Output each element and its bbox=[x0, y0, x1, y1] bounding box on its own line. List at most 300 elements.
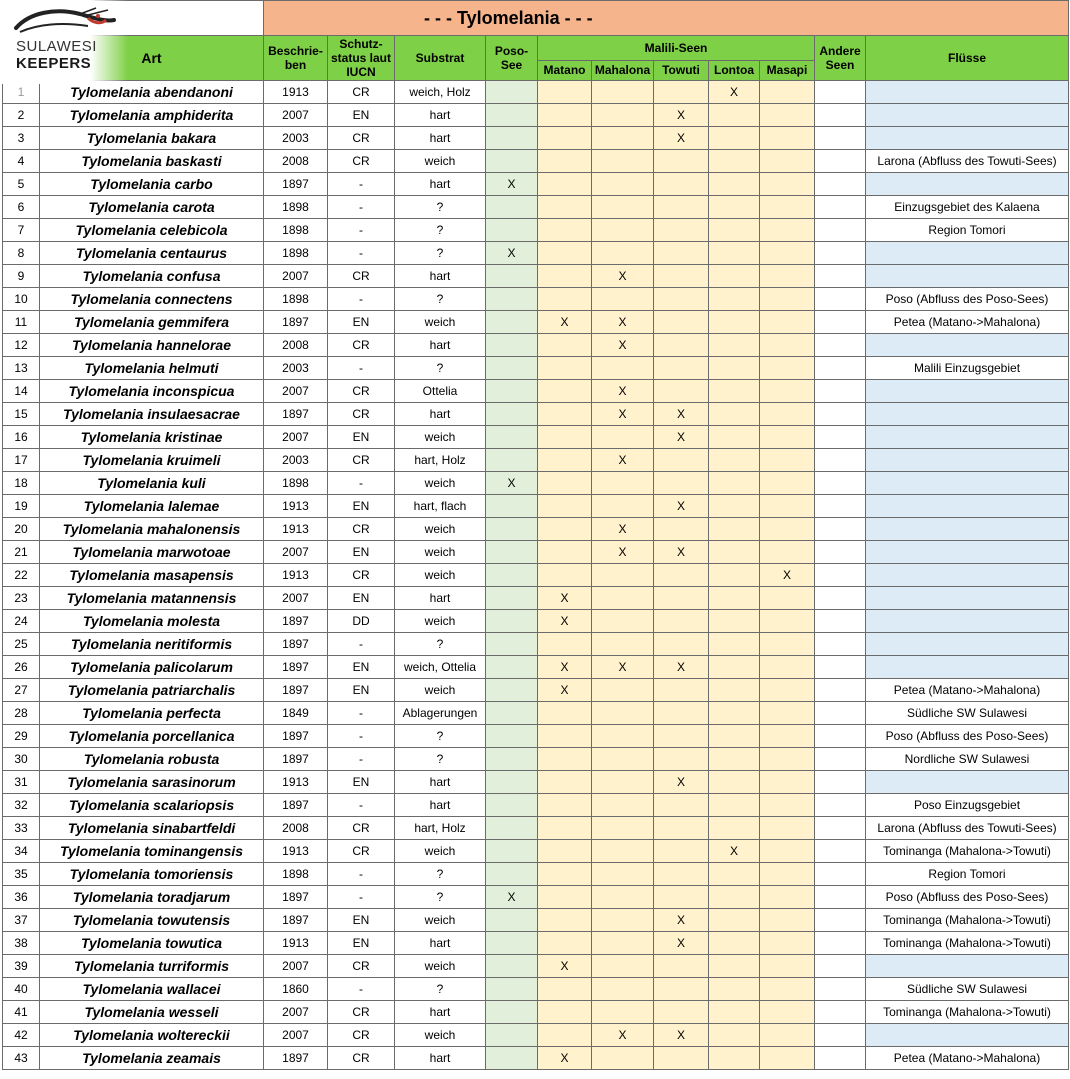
masapi-mark bbox=[760, 449, 815, 472]
mahalona-mark bbox=[592, 840, 654, 863]
row-number: 8 bbox=[3, 242, 40, 265]
matano-mark bbox=[538, 725, 592, 748]
other-lakes-mark bbox=[815, 840, 866, 863]
poso-lake-mark bbox=[486, 265, 538, 288]
sulawesi-keepers-logo bbox=[2, 0, 128, 84]
river-cell: Poso (Abfluss des Poso-Sees) bbox=[866, 288, 1069, 311]
other-lakes-mark bbox=[815, 127, 866, 150]
towuti-mark: X bbox=[654, 656, 709, 679]
year-described: 1898 bbox=[264, 196, 328, 219]
mahalona-mark bbox=[592, 495, 654, 518]
lontoa-mark bbox=[709, 679, 760, 702]
other-lakes-mark bbox=[815, 587, 866, 610]
river-cell bbox=[866, 495, 1069, 518]
river-cell: Region Tomori bbox=[866, 863, 1069, 886]
iucn-status: CR bbox=[328, 518, 395, 541]
year-described: 1897 bbox=[264, 656, 328, 679]
matano-mark bbox=[538, 909, 592, 932]
river-cell: Region Tomori bbox=[866, 219, 1069, 242]
iucn-status: - bbox=[328, 196, 395, 219]
iucn-status: CR bbox=[328, 265, 395, 288]
year-described: 2007 bbox=[264, 380, 328, 403]
other-lakes-mark bbox=[815, 725, 866, 748]
row-number: 6 bbox=[3, 196, 40, 219]
river-cell bbox=[866, 518, 1069, 541]
species-name: Tylomelania celebicola bbox=[40, 219, 264, 242]
matano-mark bbox=[538, 127, 592, 150]
species-name: Tylomelania kuli bbox=[40, 472, 264, 495]
mahalona-mark bbox=[592, 610, 654, 633]
row-number: 34 bbox=[3, 840, 40, 863]
table-row bbox=[3, 725, 1069, 748]
lontoa-mark bbox=[709, 334, 760, 357]
row-number: 27 bbox=[3, 679, 40, 702]
year-described: 2007 bbox=[264, 541, 328, 564]
other-lakes-mark bbox=[815, 150, 866, 173]
species-name: Tylomelania sinabartfeldi bbox=[40, 817, 264, 840]
other-lakes-mark bbox=[815, 449, 866, 472]
masapi-mark bbox=[760, 610, 815, 633]
poso-lake-mark bbox=[486, 196, 538, 219]
towuti-mark: X bbox=[654, 771, 709, 794]
iucn-status: CR bbox=[328, 449, 395, 472]
row-number: 33 bbox=[3, 817, 40, 840]
row-number: 20 bbox=[3, 518, 40, 541]
matano-mark bbox=[538, 357, 592, 380]
iucn-status: EN bbox=[328, 771, 395, 794]
row-number: 9 bbox=[3, 265, 40, 288]
table-row bbox=[3, 817, 1069, 840]
substrate: weich bbox=[395, 840, 486, 863]
river-cell bbox=[866, 81, 1069, 104]
poso-lake-mark bbox=[486, 518, 538, 541]
species-name: Tylomelania mahalonensis bbox=[40, 518, 264, 541]
lontoa-mark bbox=[709, 817, 760, 840]
poso-lake-mark bbox=[486, 150, 538, 173]
towuti-mark bbox=[654, 978, 709, 1001]
row-number: 5 bbox=[3, 173, 40, 196]
river-cell bbox=[866, 173, 1069, 196]
mahalona-mark bbox=[592, 357, 654, 380]
iucn-status: CR bbox=[328, 817, 395, 840]
table-row bbox=[3, 472, 1069, 495]
other-lakes-mark bbox=[815, 748, 866, 771]
masapi-mark bbox=[760, 1001, 815, 1024]
poso-lake-mark: X bbox=[486, 472, 538, 495]
masapi-mark bbox=[760, 955, 815, 978]
year-described: 1897 bbox=[264, 610, 328, 633]
substrate: hart bbox=[395, 1001, 486, 1024]
species-sheet bbox=[2, 0, 1068, 1070]
masapi-mark bbox=[760, 104, 815, 127]
iucn-status: EN bbox=[328, 541, 395, 564]
year-described: 2007 bbox=[264, 265, 328, 288]
lontoa-mark bbox=[709, 863, 760, 886]
substrate: ? bbox=[395, 357, 486, 380]
poso-lake-mark bbox=[486, 564, 538, 587]
iucn-status: - bbox=[328, 173, 395, 196]
table-row bbox=[3, 81, 1069, 104]
mahalona-mark bbox=[592, 288, 654, 311]
masapi-mark bbox=[760, 1024, 815, 1047]
towuti-mark bbox=[654, 357, 709, 380]
mahalona-mark bbox=[592, 955, 654, 978]
masapi-mark bbox=[760, 81, 815, 104]
year-described: 2008 bbox=[264, 334, 328, 357]
poso-lake-mark bbox=[486, 334, 538, 357]
river-cell: Südliche SW Sulawesi bbox=[866, 702, 1069, 725]
row-number: 1 bbox=[3, 81, 40, 104]
towuti-mark bbox=[654, 564, 709, 587]
towuti-mark bbox=[654, 1001, 709, 1024]
other-lakes-mark bbox=[815, 541, 866, 564]
iucn-status: CR bbox=[328, 840, 395, 863]
table-row bbox=[3, 196, 1069, 219]
towuti-mark bbox=[654, 633, 709, 656]
iucn-status: - bbox=[328, 702, 395, 725]
substrate: weich bbox=[395, 909, 486, 932]
table-row bbox=[3, 748, 1069, 771]
row-number: 19 bbox=[3, 495, 40, 518]
other-lakes-mark bbox=[815, 426, 866, 449]
mahalona-mark: X bbox=[592, 656, 654, 679]
river-cell: Tominanga (Mahalona->Towuti) bbox=[866, 932, 1069, 955]
other-lakes-mark bbox=[815, 1047, 866, 1070]
table-row bbox=[3, 311, 1069, 334]
river-cell bbox=[866, 1024, 1069, 1047]
lontoa-mark bbox=[709, 495, 760, 518]
row-number: 12 bbox=[3, 334, 40, 357]
iucn-status: - bbox=[328, 633, 395, 656]
other-lakes-mark bbox=[815, 265, 866, 288]
mahalona-mark bbox=[592, 909, 654, 932]
table-row bbox=[3, 656, 1069, 679]
mahalona-mark: X bbox=[592, 541, 654, 564]
species-name: Tylomelania scalariopsis bbox=[40, 794, 264, 817]
fluesse-column-header: Flüsse bbox=[866, 36, 1069, 81]
species-name: Tylomelania insulaesacrae bbox=[40, 403, 264, 426]
poso-lake-mark bbox=[486, 794, 538, 817]
towuti-mark bbox=[654, 311, 709, 334]
iucn-status: - bbox=[328, 357, 395, 380]
lontoa-mark bbox=[709, 127, 760, 150]
mahalona-mark bbox=[592, 173, 654, 196]
row-number: 35 bbox=[3, 863, 40, 886]
row-number: 29 bbox=[3, 725, 40, 748]
matano-mark bbox=[538, 794, 592, 817]
towuti-mark: X bbox=[654, 403, 709, 426]
logo-text-line1: SULAWESI bbox=[16, 38, 97, 55]
poso-lake-mark bbox=[486, 587, 538, 610]
poso-lake-mark bbox=[486, 840, 538, 863]
iucn-status: EN bbox=[328, 679, 395, 702]
towuti-mark bbox=[654, 242, 709, 265]
other-lakes-mark bbox=[815, 173, 866, 196]
matano-mark bbox=[538, 702, 592, 725]
table-row bbox=[3, 449, 1069, 472]
matano-mark bbox=[538, 380, 592, 403]
mahalona-mark bbox=[592, 150, 654, 173]
poso-lake-mark bbox=[486, 403, 538, 426]
species-name: Tylomelania hannelorae bbox=[40, 334, 264, 357]
matano-mark bbox=[538, 541, 592, 564]
other-lakes-mark bbox=[815, 909, 866, 932]
iucn-status: CR bbox=[328, 1047, 395, 1070]
lontoa-mark bbox=[709, 150, 760, 173]
iucn-status: CR bbox=[328, 127, 395, 150]
species-name: Tylomelania kruimeli bbox=[40, 449, 264, 472]
towuti-mark: X bbox=[654, 1024, 709, 1047]
masapi-mark bbox=[760, 334, 815, 357]
substrate: weich bbox=[395, 955, 486, 978]
year-described: 1898 bbox=[264, 288, 328, 311]
mahalona-mark bbox=[592, 196, 654, 219]
species-name: Tylomelania matannensis bbox=[40, 587, 264, 610]
substrate: hart bbox=[395, 403, 486, 426]
river-cell bbox=[866, 334, 1069, 357]
species-name: Tylomelania towutica bbox=[40, 932, 264, 955]
towuti-mark bbox=[654, 472, 709, 495]
lontoa-mark bbox=[709, 1024, 760, 1047]
poso-lake-mark bbox=[486, 127, 538, 150]
species-name: Tylomelania neritiformis bbox=[40, 633, 264, 656]
row-number: 14 bbox=[3, 380, 40, 403]
species-name: Tylomelania woltereckii bbox=[40, 1024, 264, 1047]
row-number: 2 bbox=[3, 104, 40, 127]
year-described: 2007 bbox=[264, 1024, 328, 1047]
table-row bbox=[3, 564, 1069, 587]
year-described: 1897 bbox=[264, 886, 328, 909]
other-lakes-mark bbox=[815, 794, 866, 817]
substrate: hart bbox=[395, 587, 486, 610]
substrate: hart bbox=[395, 173, 486, 196]
mahalona-mark: X bbox=[592, 265, 654, 288]
year-described: 2008 bbox=[264, 817, 328, 840]
matano-mark bbox=[538, 978, 592, 1001]
iucn-status: DD bbox=[328, 610, 395, 633]
table-row bbox=[3, 886, 1069, 909]
substrate: hart bbox=[395, 127, 486, 150]
matano-mark bbox=[538, 449, 592, 472]
lontoa-mark bbox=[709, 357, 760, 380]
lontoa-mark bbox=[709, 265, 760, 288]
species-name: Tylomelania gemmifera bbox=[40, 311, 264, 334]
masapi-mark bbox=[760, 219, 815, 242]
lontoa-mark bbox=[709, 909, 760, 932]
river-cell: Larona (Abfluss des Towuti-Sees) bbox=[866, 817, 1069, 840]
matano-mark bbox=[538, 1024, 592, 1047]
year-described: 1898 bbox=[264, 242, 328, 265]
lontoa-mark bbox=[709, 702, 760, 725]
mahalona-mark: X bbox=[592, 403, 654, 426]
row-number: 4 bbox=[3, 150, 40, 173]
mahalona-mark bbox=[592, 679, 654, 702]
substrate: hart bbox=[395, 794, 486, 817]
iucn-status: EN bbox=[328, 587, 395, 610]
lontoa-mark bbox=[709, 886, 760, 909]
species-table bbox=[2, 0, 1069, 1070]
river-cell bbox=[866, 587, 1069, 610]
substrate: weich bbox=[395, 610, 486, 633]
masapi-mark bbox=[760, 265, 815, 288]
towuti-mark bbox=[654, 380, 709, 403]
masapi-mark bbox=[760, 886, 815, 909]
other-lakes-mark bbox=[815, 679, 866, 702]
other-lakes-mark bbox=[815, 472, 866, 495]
lontoa-mark bbox=[709, 472, 760, 495]
row-number: 38 bbox=[3, 932, 40, 955]
river-cell bbox=[866, 242, 1069, 265]
row-number: 22 bbox=[3, 564, 40, 587]
river-cell: Tominanga (Mahalona->Towuti) bbox=[866, 1001, 1069, 1024]
masapi-mark bbox=[760, 127, 815, 150]
river-cell bbox=[866, 610, 1069, 633]
substrate: weich, Holz bbox=[395, 81, 486, 104]
poso-lake-mark bbox=[486, 932, 538, 955]
iucn-status: - bbox=[328, 219, 395, 242]
masapi-mark bbox=[760, 426, 815, 449]
towuti-mark: X bbox=[654, 495, 709, 518]
substrate: hart bbox=[395, 771, 486, 794]
mahalona-mark bbox=[592, 794, 654, 817]
row-number: 3 bbox=[3, 127, 40, 150]
substrate: weich bbox=[395, 518, 486, 541]
table-row bbox=[3, 288, 1069, 311]
masapi-mark bbox=[760, 196, 815, 219]
species-name: Tylomelania porcellanica bbox=[40, 725, 264, 748]
towuti-mark bbox=[654, 794, 709, 817]
iucn-status: - bbox=[328, 242, 395, 265]
year-described: 1897 bbox=[264, 725, 328, 748]
poso-lake-mark bbox=[486, 955, 538, 978]
row-number: 18 bbox=[3, 472, 40, 495]
poso-lake-mark bbox=[486, 725, 538, 748]
matano-mark bbox=[538, 173, 592, 196]
matano-mark: X bbox=[538, 610, 592, 633]
substrate: weich bbox=[395, 150, 486, 173]
table-row bbox=[3, 978, 1069, 1001]
river-cell: Malili Einzugsgebiet bbox=[866, 357, 1069, 380]
mahalona-mark: X bbox=[592, 518, 654, 541]
mahalona-mark: X bbox=[592, 380, 654, 403]
substrate: weich bbox=[395, 541, 486, 564]
year-described: 2003 bbox=[264, 357, 328, 380]
table-row bbox=[3, 771, 1069, 794]
species-name: Tylomelania connectens bbox=[40, 288, 264, 311]
river-cell: Tominanga (Mahalona->Towuti) bbox=[866, 909, 1069, 932]
species-name: Tylomelania masapensis bbox=[40, 564, 264, 587]
iucn-status: EN bbox=[328, 104, 395, 127]
mahalona-mark bbox=[592, 886, 654, 909]
masapi-mark bbox=[760, 771, 815, 794]
river-cell bbox=[866, 656, 1069, 679]
mahalona-mark: X bbox=[592, 311, 654, 334]
matano-mark bbox=[538, 242, 592, 265]
species-name: Tylomelania tominangensis bbox=[40, 840, 264, 863]
row-number: 16 bbox=[3, 426, 40, 449]
row-number: 21 bbox=[3, 541, 40, 564]
species-name: Tylomelania turriformis bbox=[40, 955, 264, 978]
lontoa-mark bbox=[709, 541, 760, 564]
towuti-mark bbox=[654, 955, 709, 978]
towuti-mark: X bbox=[654, 909, 709, 932]
masapi-mark bbox=[760, 173, 815, 196]
poso-lake-mark bbox=[486, 863, 538, 886]
lontoa-mark bbox=[709, 311, 760, 334]
matano-mark bbox=[538, 1001, 592, 1024]
masapi-mark bbox=[760, 794, 815, 817]
mahalona-mark bbox=[592, 587, 654, 610]
row-number: 40 bbox=[3, 978, 40, 1001]
poso-lake-mark bbox=[486, 702, 538, 725]
iucn-status: - bbox=[328, 725, 395, 748]
masapi-mark bbox=[760, 357, 815, 380]
masapi-mark bbox=[760, 311, 815, 334]
year-described: 1898 bbox=[264, 863, 328, 886]
year-described: 1913 bbox=[264, 932, 328, 955]
year-described: 2007 bbox=[264, 955, 328, 978]
river-cell bbox=[866, 104, 1069, 127]
poso-lake-mark bbox=[486, 357, 538, 380]
row-number: 41 bbox=[3, 1001, 40, 1024]
table-row bbox=[3, 104, 1069, 127]
substrate: weich bbox=[395, 1024, 486, 1047]
substrate: hart bbox=[395, 334, 486, 357]
towuti-mark bbox=[654, 288, 709, 311]
matano-mark bbox=[538, 932, 592, 955]
river-cell bbox=[866, 771, 1069, 794]
substrate: weich bbox=[395, 311, 486, 334]
poso-lake-mark bbox=[486, 1001, 538, 1024]
river-cell: Petea (Matano->Mahalona) bbox=[866, 1047, 1069, 1070]
iucn-status: CR bbox=[328, 1024, 395, 1047]
masapi-mark: X bbox=[760, 564, 815, 587]
river-cell bbox=[866, 472, 1069, 495]
iucn-status: - bbox=[328, 794, 395, 817]
matano-mark bbox=[538, 403, 592, 426]
year-described: 1897 bbox=[264, 403, 328, 426]
river-cell bbox=[866, 380, 1069, 403]
species-name: Tylomelania confusa bbox=[40, 265, 264, 288]
species-name: Tylomelania wesseli bbox=[40, 1001, 264, 1024]
year-described: 1860 bbox=[264, 978, 328, 1001]
species-name: Tylomelania palicolarum bbox=[40, 656, 264, 679]
poso-lake-mark bbox=[486, 771, 538, 794]
year-described: 1897 bbox=[264, 679, 328, 702]
river-cell bbox=[866, 127, 1069, 150]
towuti-mark bbox=[654, 150, 709, 173]
mahalona-mark: X bbox=[592, 334, 654, 357]
poso-lake-mark bbox=[486, 978, 538, 1001]
masapi-mark bbox=[760, 541, 815, 564]
table-row bbox=[3, 380, 1069, 403]
towuti-mark: X bbox=[654, 426, 709, 449]
other-lakes-mark bbox=[815, 564, 866, 587]
mahalona-mark bbox=[592, 702, 654, 725]
table-row bbox=[3, 426, 1069, 449]
matano-mark bbox=[538, 472, 592, 495]
substrate: Ottelia bbox=[395, 380, 486, 403]
iucn-status: CR bbox=[328, 81, 395, 104]
towuti-mark: X bbox=[654, 127, 709, 150]
other-lakes-mark bbox=[815, 495, 866, 518]
year-described: 1897 bbox=[264, 173, 328, 196]
towuti-mark bbox=[654, 702, 709, 725]
iucn-status: CR bbox=[328, 150, 395, 173]
table-row bbox=[3, 610, 1069, 633]
mahalona-mark bbox=[592, 817, 654, 840]
year-described: 1849 bbox=[264, 702, 328, 725]
